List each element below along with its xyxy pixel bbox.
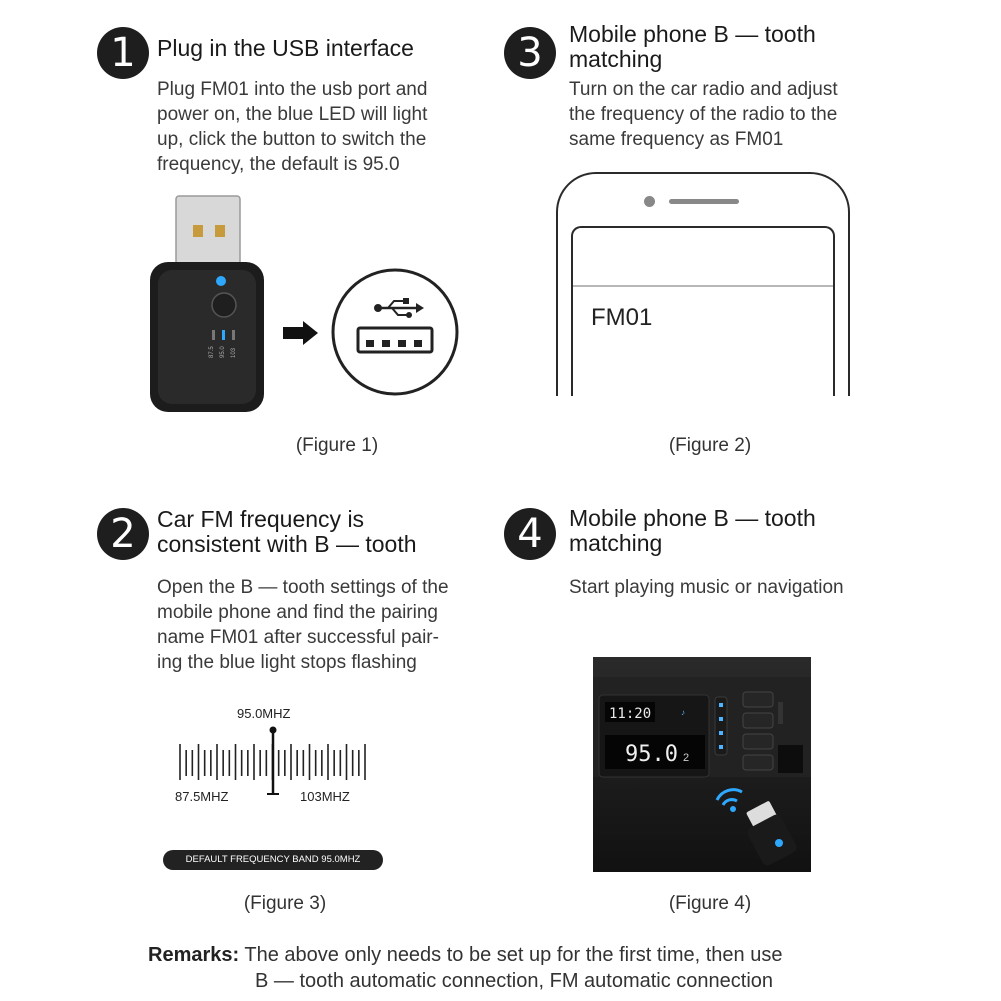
step-number-1: 1 — [97, 27, 149, 79]
remarks — [148, 942, 783, 992]
phone-speaker — [669, 199, 739, 204]
step-2-body: Open the B — tooth settings of the mobile phone and find the pairing name FM01 after successful pair- ing the blue light stops flashing — [157, 577, 449, 673]
step-number-2: 2 — [97, 508, 149, 560]
remarks-label: Remarks: — [148, 944, 240, 966]
dial-max-label: 103MHZ — [300, 789, 350, 804]
step-3-title: Mobile phone B — tooth matching — [569, 21, 816, 72]
remarks-line-2: B — tooth automatic connection, FM automatic connection — [255, 970, 774, 992]
step-number-4: 4 — [504, 508, 556, 560]
car-radio-photo — [593, 657, 811, 872]
figure-3-caption: (Figure 3) — [243, 893, 327, 914]
phone-illustration — [556, 172, 850, 396]
default-band-badge: DEFAULT FREQUENCY BAND 95.0MHZ — [163, 850, 383, 870]
step-3-body: Turn on the car radio and adjust the frequency of the radio to the same frequency as FM01 — [569, 79, 838, 150]
dial-pointer-dot — [270, 727, 277, 734]
figure-2-caption: (Figure 2) — [668, 435, 752, 456]
phone-camera — [644, 196, 655, 207]
radio-clock: 11:20 — [609, 706, 652, 722]
step-2-title: Car FM frequency is consistent with B — tooth — [157, 506, 417, 557]
usb-port-icon — [333, 270, 457, 394]
dial-center-label: 95.0MHZ — [237, 706, 291, 721]
step-1-body: Plug FM01 into the usb port and power on, the blue LED will light up, click the button to switch the frequency, the default is 95.0 — [157, 79, 428, 175]
radio-frequency: 95.0 — [625, 742, 678, 767]
radio-band: 2 — [683, 752, 690, 764]
step-1-title: Plug in the USB interface — [157, 35, 414, 61]
phone-screen — [571, 226, 835, 396]
led-label-1: 87.5 — [209, 346, 215, 358]
step-number-3: 3 — [504, 27, 556, 79]
usb-device-illustration — [140, 190, 470, 420]
dial-min-label: 87.5MHZ — [175, 789, 229, 804]
arrow-right-icon — [283, 321, 318, 345]
bluetooth-device-name: FM01 — [591, 304, 653, 331]
remarks-line-1: The above only needs to be set up for the first time, then use — [244, 944, 783, 966]
step-4-body: Start playing music or navigation — [569, 577, 844, 598]
figure-4-caption: (Figure 4) — [668, 893, 752, 914]
step-4-title: Mobile phone B — tooth matching — [569, 505, 816, 556]
radio-icon: ♪ — [681, 708, 685, 717]
figure-1-caption: (Figure 1) — [295, 435, 379, 456]
led-label-2: 95.0 — [220, 346, 226, 358]
led-label-3: 103 — [231, 347, 237, 358]
